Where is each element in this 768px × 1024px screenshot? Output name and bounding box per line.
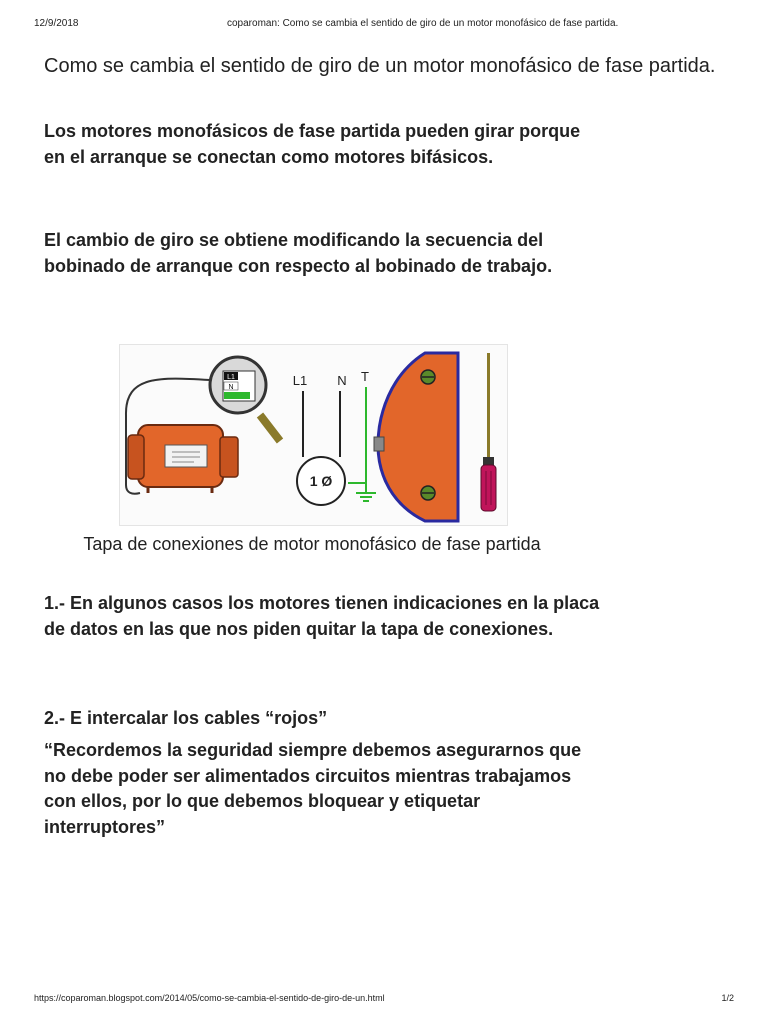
safety-paragraph: “Recordemos la seguridad siempre debemos asegurarnos que no debe poder ser alimentados circuitos mientras trabajamos con ellos, por lo que debemos bloquear y etiquetar interruptores” <box>44 740 582 837</box>
figure-caption: Tapa de conexiones de motor monofásico de fase partida <box>83 534 541 554</box>
motor-symbol-label: 1 Ø <box>309 473 333 489</box>
motor-wiring-illustration <box>120 345 507 525</box>
neutral-n-label: N <box>337 373 347 388</box>
motor-body-icon <box>128 425 238 493</box>
screwdriver-icon <box>481 353 496 511</box>
print-date: 12/9/2018 <box>34 18 79 29</box>
step-1-paragraph: 1.- En algunos casos los motores tienen indicaciones en la placa de datos en las que nos piden quitar la tapa de conexiones. <box>44 593 600 639</box>
terminal-cover-icon <box>374 353 458 521</box>
ground-t-label: T <box>361 369 369 384</box>
line-l1-label: L1 <box>292 373 308 388</box>
tag-l1-label: L1 <box>227 374 235 381</box>
ground-symbol-icon <box>356 493 376 501</box>
print-page-number: 1/2 <box>721 993 734 1003</box>
print-page-title: coparoman: Como se cambia el sentido de giro de un motor monofásico de fase partida. <box>227 18 619 29</box>
tag-n-label: N <box>228 384 234 391</box>
step-2-paragraph: 2.- E intercalar los cables “rojos” <box>44 708 328 728</box>
connection-box-figure <box>119 344 508 526</box>
rotation-change-paragraph: El cambio de giro se obtiene modificando la secuencia del bobinado de arranque con respecto al bobinado de trabajo. <box>44 230 553 276</box>
article-title: Como se cambia el sentido de giro de un motor monofásico de fase partida. <box>44 55 716 77</box>
intro-paragraph: Los motores monofásicos de fase partida pueden girar porque en el arranque se conectan como motores bifásicos. <box>44 121 581 167</box>
print-page-url: https://coparoman.blogspot.com/2014/05/como-se-cambia-el-sentido-de-giro-de-un.html <box>34 993 385 1003</box>
